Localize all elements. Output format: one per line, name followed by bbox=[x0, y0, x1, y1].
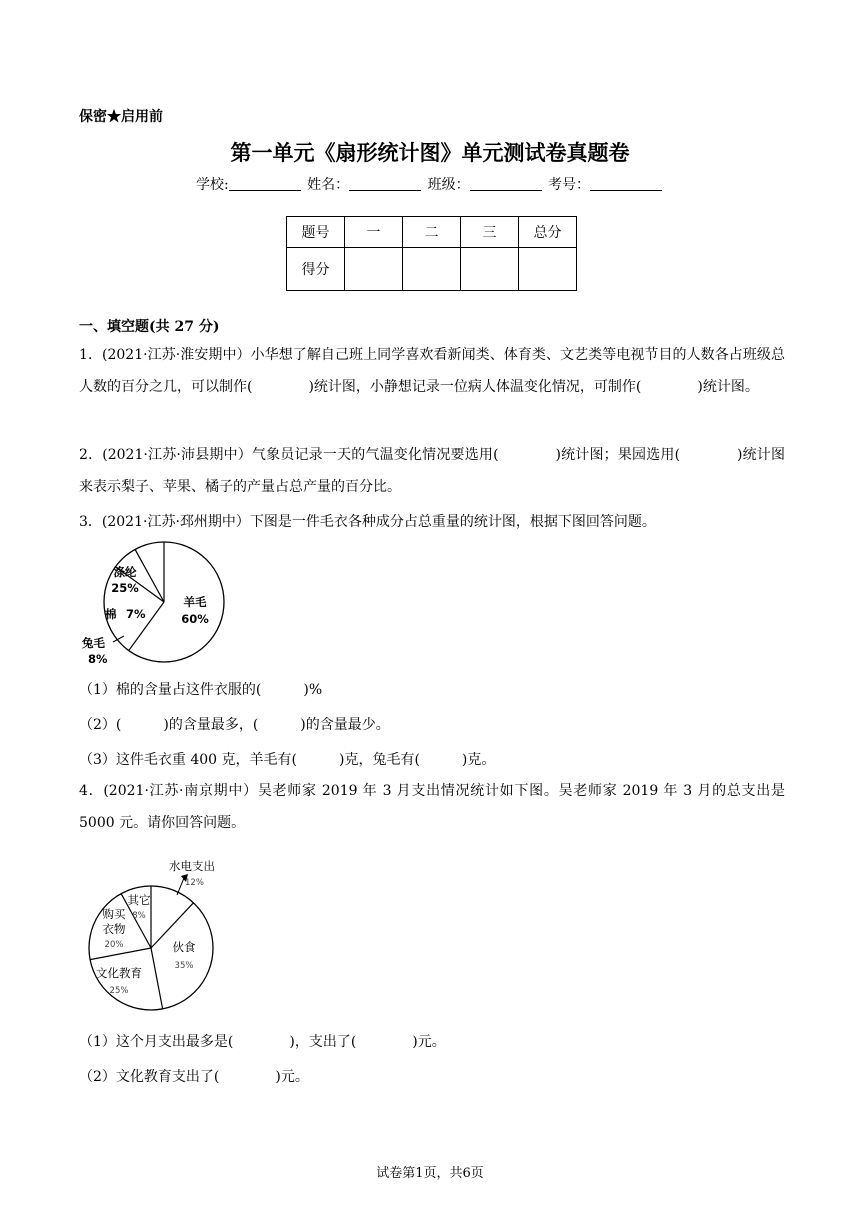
page-title: 第一单元《扇形统计图》单元测试卷真题卷 bbox=[230, 140, 630, 165]
pie-slice-label-other: 其它 bbox=[127, 893, 151, 907]
pie-slice-label-utility: 水电支出 bbox=[169, 859, 215, 873]
pie-slice-label-polyester: 涤纶 bbox=[113, 565, 137, 579]
pie-slice-label-education: 文化教育 bbox=[96, 966, 142, 980]
sweater-composition-pie-chart bbox=[78, 540, 228, 670]
confidential-label: 保密★启用前 bbox=[79, 109, 163, 125]
score-table-cell: 二 bbox=[403, 217, 461, 248]
question-3-sub-1: （1）棉的含量占这件衣服的( )% bbox=[79, 682, 323, 698]
score-table-cell: 得分 bbox=[287, 248, 345, 291]
score-input-cell[interactable] bbox=[345, 248, 403, 291]
pie-slice-value-utility: 12% bbox=[185, 878, 204, 888]
school-blank[interactable] bbox=[229, 176, 301, 191]
score-table-score-row bbox=[287, 248, 577, 291]
question-2: 2．(2021·江苏·沛县期中）气象员记录一天的气温变化情况要选用( )统计图；果园选用( )统计图来表示梨子、苹果、橘子的产量占总产量的百分比。 bbox=[79, 447, 785, 495]
pie-slice-value-polyester: 25% bbox=[111, 581, 139, 595]
score-table bbox=[286, 216, 577, 291]
class-field-label: 班级： bbox=[427, 177, 470, 193]
name-blank[interactable] bbox=[349, 176, 421, 191]
score-table-cell: 一 bbox=[345, 217, 403, 248]
name-field-label: 姓名： bbox=[307, 177, 350, 193]
expense-pie-chart bbox=[80, 852, 230, 1020]
pie-slice-value-food: 35% bbox=[174, 961, 194, 971]
utility-leader-line bbox=[177, 878, 184, 895]
pie-slice-edge-rabbit-hair-start bbox=[135, 549, 164, 602]
pie-slice-value-cotton: 7% bbox=[126, 607, 146, 621]
pie-slice-label-food: 伙食 bbox=[172, 940, 196, 954]
student-info-line bbox=[0, 174, 860, 194]
question-3-stem: 3．(2021·江苏·邳州期中）下图是一件毛衣各种成分占总重量的统计图，根据下图回答问题。 bbox=[79, 514, 656, 530]
class-blank[interactable] bbox=[470, 176, 542, 191]
pie-slice-edge-education-start bbox=[151, 948, 163, 1009]
score-table-cell: 题号 bbox=[287, 217, 345, 248]
section-title: 一、填空题(共 27 分) bbox=[79, 319, 220, 335]
question-1: 1．(2021·江苏·淮安期中）小华想了解自己班上同学喜欢看新闻类、体育类、文艺类等电视节目的人数各占班级总人数的百分之几，可以制作( )统计图，小静想记录一位病人体温变化情况，可制作( )统计图。 bbox=[79, 347, 785, 395]
pie-slice-value-education: 25% bbox=[109, 986, 129, 996]
pie-slice-label-clothing: 购买衣物 bbox=[102, 907, 126, 936]
pie-slice-value-other: 8% bbox=[132, 911, 146, 921]
question-4-sub-2: （2）文化教育支出了( )元。 bbox=[79, 1069, 309, 1085]
question-3-sub-2: （2）( )的含量最多，( )的含量最少。 bbox=[79, 717, 390, 733]
school-field-label: 学校: bbox=[195, 177, 229, 193]
exam-number-field-label: 考号： bbox=[548, 177, 591, 193]
score-input-cell[interactable] bbox=[461, 248, 519, 291]
score-input-cell[interactable] bbox=[403, 248, 461, 291]
pie-slice-label-cotton: 棉 bbox=[105, 607, 117, 621]
question-4-stem: 4．(2021·江苏·南京期中）吴老师家 2019 年 3 月支出情况统计如下图。吴老师家 2019 年 3 月的总支出是 5000 元。请你回答问题。 bbox=[79, 783, 785, 831]
exam-number-blank[interactable] bbox=[590, 176, 662, 191]
page-footer: 试卷第1页，共6页 bbox=[376, 1166, 484, 1181]
score-table-cell: 总分 bbox=[519, 217, 577, 248]
question-4-sub-1: （1）这个月支出最多是( )，支出了( )元。 bbox=[79, 1034, 446, 1050]
score-table-header-row bbox=[287, 217, 577, 248]
pie-slice-value-wool: 60% bbox=[181, 612, 209, 626]
pie-slice-value-rabbit-hair: 8% bbox=[88, 652, 108, 666]
pie-slice-value-clothing: 20% bbox=[104, 940, 124, 950]
score-input-cell[interactable] bbox=[519, 248, 577, 291]
pie-slice-label-wool: 羊毛 bbox=[183, 595, 207, 609]
question-3-sub-3: （3）这件毛衣重 400 克，羊毛有( )克，兔毛有( )克。 bbox=[79, 752, 496, 768]
pie-slice-label-rabbit-hair: 兔毛 bbox=[82, 636, 105, 650]
score-table-cell: 三 bbox=[461, 217, 519, 248]
